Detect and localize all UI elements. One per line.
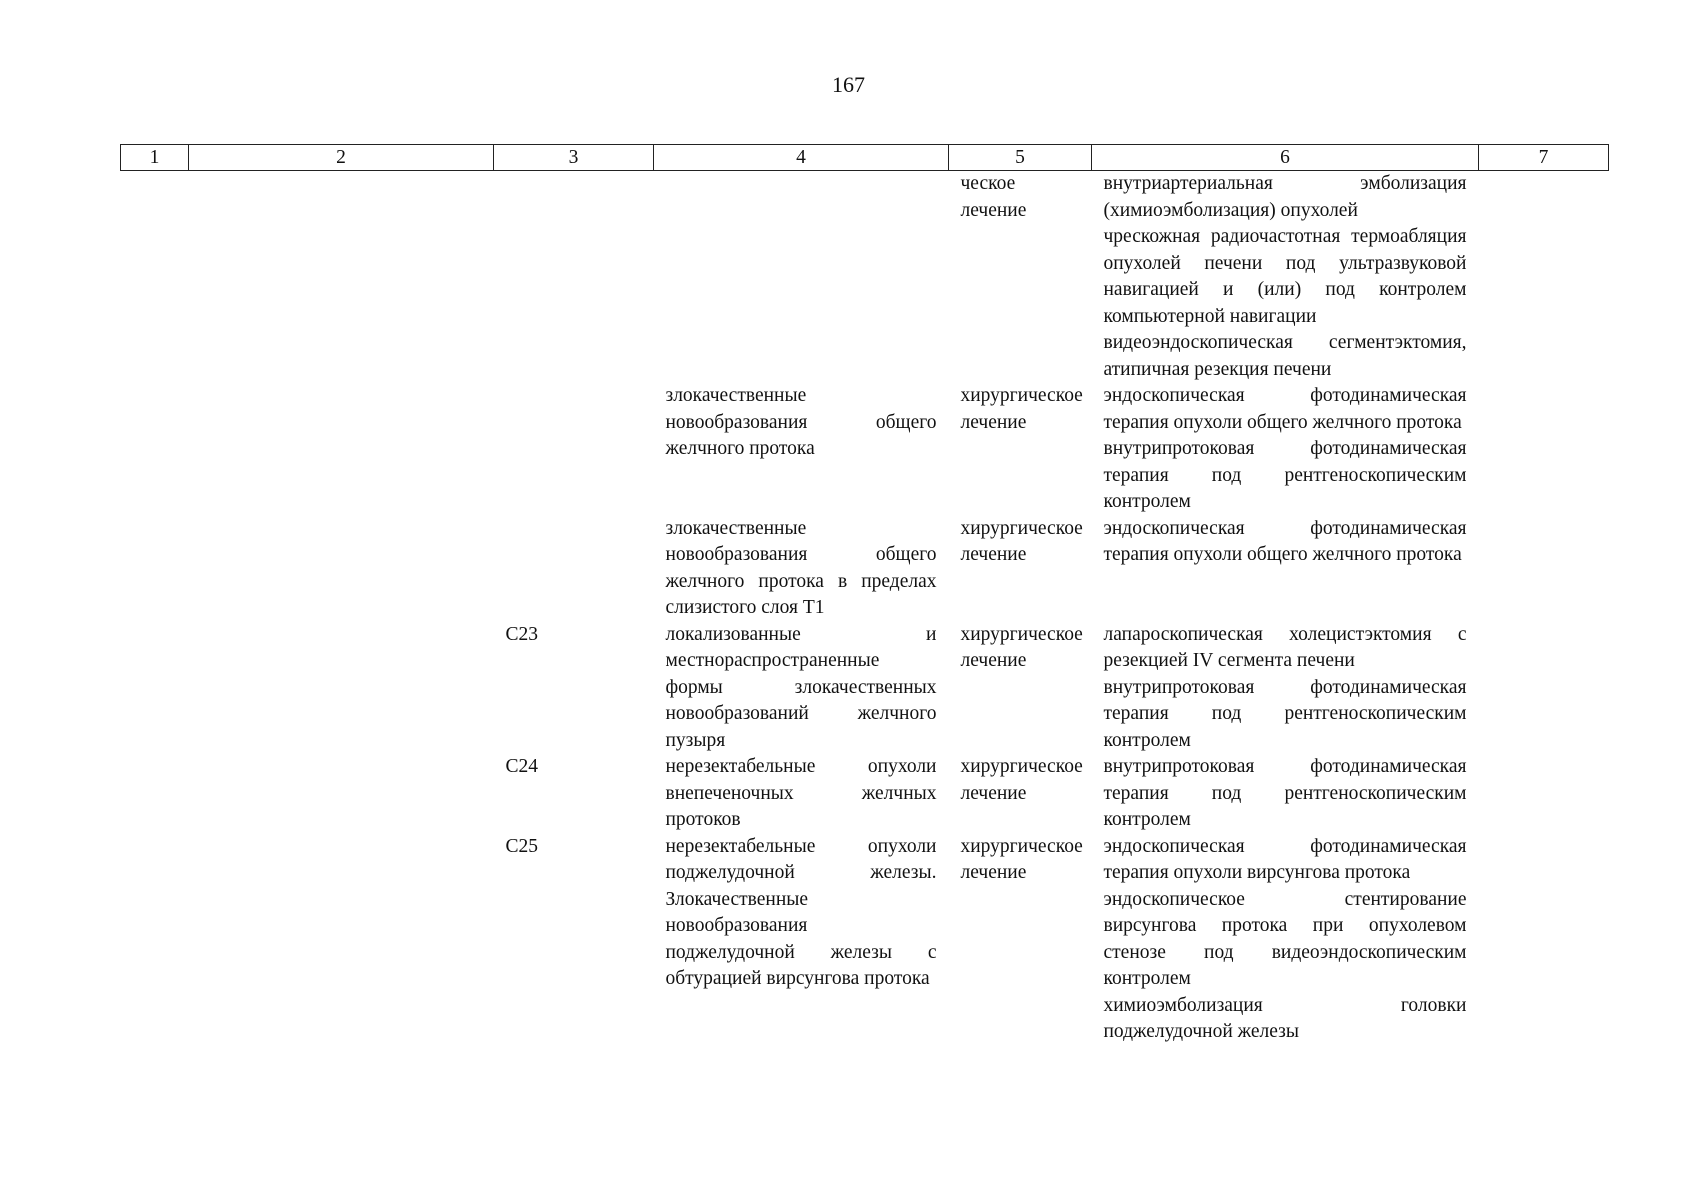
table-row	[121, 171, 1609, 384]
treatment-type: хирургическое лечение	[960, 623, 1083, 671]
header-row	[121, 145, 1609, 171]
icd-code	[494, 383, 654, 516]
medical-care-table	[120, 144, 1609, 1046]
cell-col1	[121, 834, 189, 1046]
treatment-methods	[1092, 754, 1479, 834]
treatment-methods	[1092, 383, 1479, 516]
column-header-7: 7	[1479, 145, 1609, 171]
table-row	[121, 516, 1609, 622]
cell-col2	[189, 622, 494, 755]
treatment-type: хирургическое лечение	[960, 835, 1083, 883]
cell-col1	[121, 516, 189, 622]
cell-col2	[189, 171, 494, 384]
table-row	[121, 383, 1609, 516]
column-header-4: 4	[654, 145, 949, 171]
method-item: эндоскопическое стентирование вирсунгова протока при опухолевом стенозе под видеоэндоскопическим контролем	[1103, 888, 1467, 989]
cell-col2	[189, 834, 494, 1046]
icd-code: C25	[505, 835, 539, 857]
cell-col7	[1479, 754, 1609, 834]
treatment-type: хирургическое лечение	[960, 756, 1083, 804]
method-item: внутрипротоковая фотодинамическая терапия под рентгеноскопическим контролем	[1103, 676, 1467, 751]
column-header-2: 2	[189, 145, 494, 171]
column-header-5: 5	[949, 145, 1092, 171]
icd-code: C23	[505, 623, 539, 645]
diagnosis: злокачественные новообразования общего желчного протока	[665, 385, 937, 459]
diagnosis: нерезектабельные опухоли поджелудочной железы. Злокачественные новообразования поджелудочной железы с обтурацией вирсунгова протока	[665, 835, 937, 989]
cell-col7	[1479, 834, 1609, 1046]
method-item: эндоскопическая фотодинамическая терапия опухоли общего желчного протока	[1103, 517, 1467, 565]
diagnosis	[654, 171, 949, 384]
cell-col1	[121, 754, 189, 834]
cell-col7	[1479, 383, 1609, 516]
table-row	[121, 834, 1609, 1046]
column-header-1: 1	[121, 145, 189, 171]
cell-col1	[121, 171, 189, 384]
cell-col2	[189, 516, 494, 622]
icd-code: C24	[505, 756, 539, 777]
table-row	[121, 754, 1609, 834]
cell-col2	[189, 754, 494, 834]
treatment-methods	[1092, 622, 1479, 755]
diagnosis: нерезектабельные опухоли внепеченочных желчных протоков	[665, 756, 937, 830]
cell-col2	[189, 383, 494, 516]
diagnosis: локализованные и местнораспространенные формы злокачественных новообразований желчного пузыря	[665, 623, 937, 751]
icd-code	[494, 171, 654, 384]
method-item: внутрипротоковая фотодинамическая терапия под рентгеноскопическим контролем	[1103, 438, 1467, 512]
cell-col7	[1479, 622, 1609, 755]
method-item: эндоскопическая фотодинамическая терапия опухоли общего желчного протока	[1103, 385, 1467, 433]
column-header-6: 6	[1092, 145, 1479, 171]
cell-col1	[121, 383, 189, 516]
page-number: 167	[832, 72, 865, 97]
treatment-methods	[1092, 834, 1479, 1046]
treatment-methods	[1092, 516, 1479, 622]
table-row	[121, 622, 1609, 755]
treatment-type: хирургическое лечение	[960, 517, 1083, 565]
method-item: видеоэндоскопическая сегментэктомия, атипичная резекция печени	[1103, 332, 1467, 380]
cell-col1	[121, 622, 189, 755]
method-item: внутрипротоковая фотодинамическая терапия под рентгеноскопическим контролем	[1103, 756, 1467, 830]
treatment-methods	[1092, 171, 1479, 384]
cell-col7	[1479, 516, 1609, 622]
treatment-type: ческое лечение	[960, 173, 1027, 221]
method-item: внутриартериальная эмболизация (химиоэмболизация) опухолей	[1103, 173, 1467, 221]
icd-code	[494, 516, 654, 622]
cell-col7	[1479, 171, 1609, 384]
method-item: химиоэмболизация головки поджелудочной железы	[1103, 994, 1467, 1042]
diagnosis: злокачественные новообразования общего желчного протока в пределах слизистого слоя T1	[665, 517, 937, 618]
treatment-type: хирургическое лечение	[960, 385, 1083, 433]
method-item: лапароскопическая холецистэктомия с резекцией IV сегмента печени	[1103, 623, 1467, 671]
column-header-3: 3	[494, 145, 654, 171]
method-item: чрескожная радиочастотная термоабляция опухолей печени под ультразвуковой навигацией и (или) под контролем компьютерной навигации	[1103, 226, 1467, 327]
method-item: эндоскопическая фотодинамическая терапия опухоли вирсунгова протока	[1103, 835, 1467, 883]
